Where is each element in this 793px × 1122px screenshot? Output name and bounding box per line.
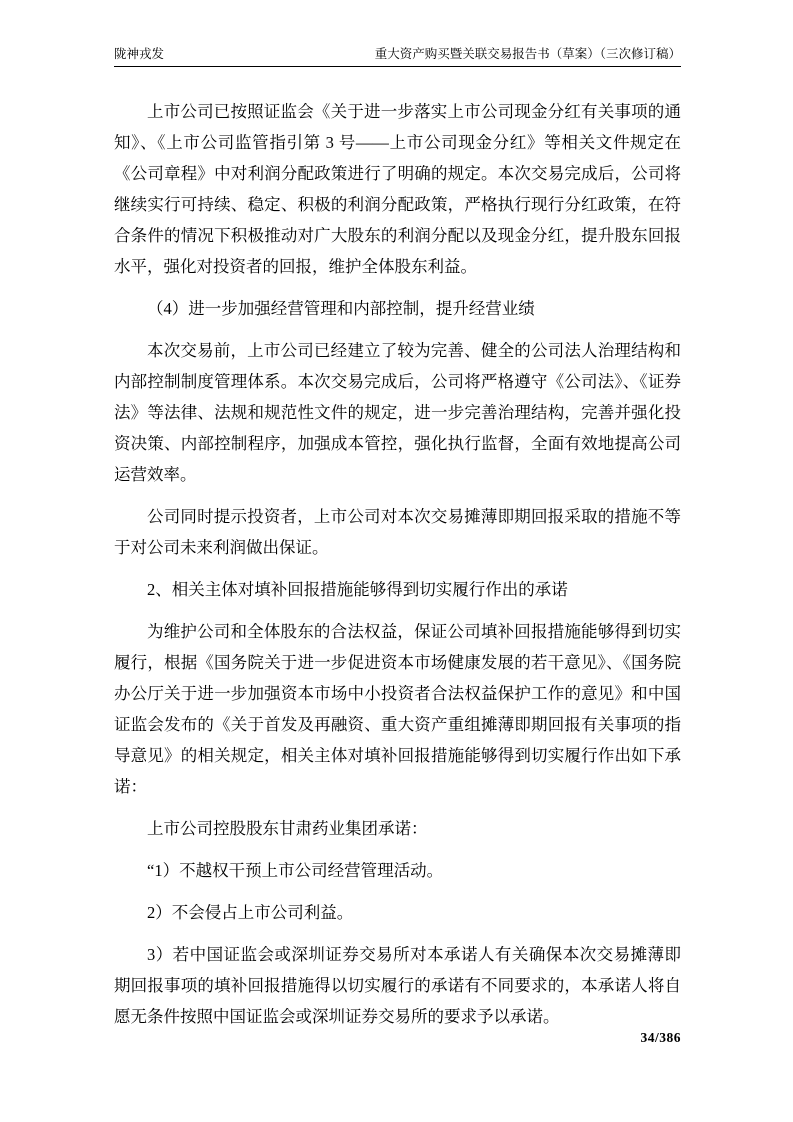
paragraph-promise-item-3: 3）若中国证监会或深圳证券交易所对本承诺人有关确保本次交易摊薄即期回报事项的填补回报措施得以切实履行的承诺有不同要求的，本承诺人将自愿无条件按照中国证监会或深圳证券交易所的要求予以承诺。	[114, 945, 681, 1026]
paragraph-governance-structure: 本次交易前，上市公司已经建立了较为完善、健全的公司法人治理结构和内部控制制度管理体系。本次交易完成后，公司将严格遵守《公司法》、《证券法》等法律、法规和规范性文件的规定，进一步完善治理结构，完善并强化投资决策、内部控制程序，加强成本管控，强化执行监督，全面有效地提高公司运营效率。	[114, 341, 681, 484]
paragraph-promise-item-1: “1）不越权干预上市公司经营管理活动。	[147, 861, 444, 880]
paragraph-dividend-policy: 上市公司已按照证监会《关于进一步落实上市公司现金分红有关事项的通知》、《上市公司监管指引第 3 号——上市公司现金分红》等相关文件规定在《公司章程》中对利润分配政策进行了明确的规定。本次交易完成后，公司将继续实行可持续、稳定、积极的利润分配政策，严格执行现行分红政策，在符合条件的情况下积极推动对广大股东的利润分配以及现金分红，提升股东回报水平，强化对投资者的回报，维护全体股东利益。	[114, 102, 681, 276]
page-number: 34/386	[640, 1030, 681, 1045]
paragraph-commitment-basis: 为维护公司和全体股东的合法权益，保证公司填补回报措施能够得到切实履行，根据《国务院关于进一步促进资本市场健康发展的若干意见》、《国务院办公厅关于进一步加强资本市场中小投资者合法权益保护工作的意见》和中国证监会发布的《关于首发及再融资、重大资产重组摊薄即期回报有关事项的指导意见》的相关规定，相关主体对填补回报措施能够得到切实履行作出如下承诺：	[114, 622, 681, 796]
paragraph-heading-commitments: 2、相关主体对填补回报措施能够得到切实履行作出的承诺	[147, 580, 568, 599]
paragraph-heading-strengthen-management: （4）进一步加强经营管理和内部控制，提升经营业绩	[147, 299, 535, 318]
paragraph-promise-item-2: 2）不会侵占上市公司利益。	[147, 903, 354, 922]
header-document-title: 重大资产购买暨关联交易报告书（草案）（三次修订稿）	[374, 47, 681, 61]
paragraph-investor-notice: 公司同时提示投资者，上市公司对本次交易摊薄即期回报采取的措施不等于对公司未来利润做出保证。	[114, 507, 681, 557]
page-header	[114, 46, 681, 67]
paragraph-controlling-shareholder-promise: 上市公司控股股东甘肃药业集团承诺：	[147, 819, 428, 838]
document-body	[114, 67, 681, 1032]
header-company-name: 陇神戎发	[114, 47, 165, 61]
